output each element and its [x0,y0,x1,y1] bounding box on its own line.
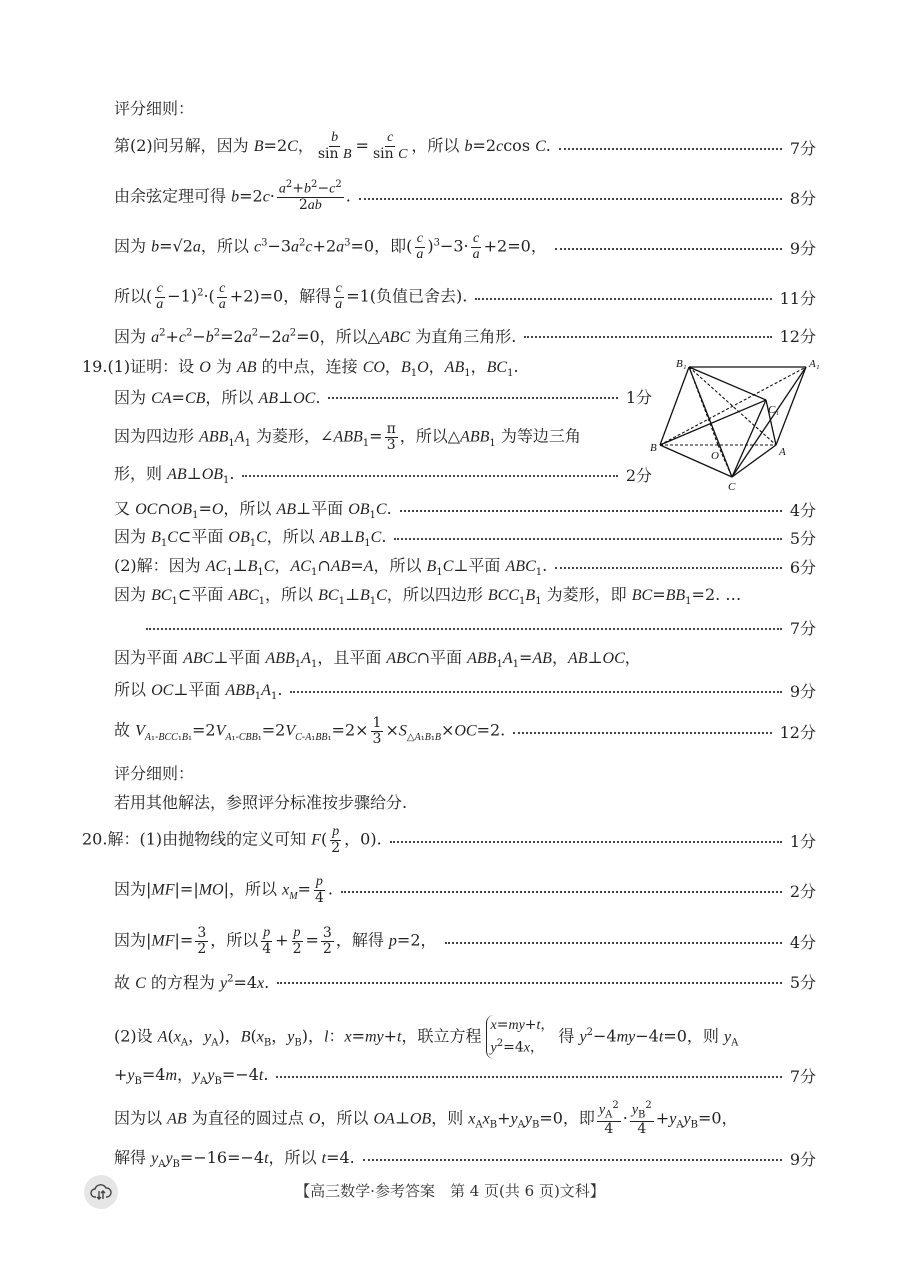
label-o: O [711,450,719,462]
dot-leader [328,397,617,399]
score: 9分 [789,681,816,701]
dot-leader [242,475,617,477]
solution-line: 形，则 $AB\perp OB_1$. 2分 [114,464,652,487]
score: 5分 [789,972,816,992]
label-a1: A₁ [809,358,820,370]
dot-leader [390,841,782,843]
solution-line: 因为|MF|= $\frac{3}{2}$ ，所以 $\frac{p}{4}$ + $\frac{p}{2}$ = $\frac{3}{2}$ ，解得 p=2， 4分 [114,924,816,957]
triangular-prism-figure [648,355,833,495]
page-footer: 【高三数学·参考答案 第 4 页(共 6 页)文科】 [295,1182,605,1200]
equation-system: x=my+t， $y^2=4x$， [486,1015,555,1059]
score: 9分 [789,238,816,258]
score: 1分 [625,387,652,407]
edge-b1-o-hidden [689,367,718,445]
score: 2分 [625,465,652,485]
solution-line: 所以( $\frac{c}{a}$ −1)$^2$·( $\frac{c}{a}$ +2)=0，解得 $\frac{c}{a}$ =1(负值已舍去). 11分 [114,280,816,312]
label-a: A [779,446,786,458]
solution-line: 第(2)问另解，因为 B=2C， $\frac{b}{\text{sin B}}$ = $\frac{c}{\text{sin C}}$ ，所以 b=2ccos C. 7分 [114,130,816,162]
score: 12分 [779,722,816,742]
label-c1: C₁ [768,404,780,416]
score: 4分 [789,500,816,520]
label-b1: B₁ [676,358,687,370]
solution-line: (2)设 $A(x_A$，$y_A$)，$B(x_B$，$y_B$)，l：x=my+t，联立方程 x=my+t， $y^2=4x$， 得 $y^2-4my-4t=0$，则 $y_A$ [114,1013,816,1061]
solution-line: 因为 CA=CB，所以 AB⊥OC. 1分 [114,381,652,411]
question-19-heading: 19.(1)证明：设 O 为 AB 的中点，连接 CO，$B_1O$，$AB_1$，$BC_1$. [82,357,519,380]
solution-line: 又 $OC\cap OB_1=O$，所以 AB⊥平面 $OB_1C$. 4分 [114,499,816,522]
solution-line: 因为 $a^2+c^2-b^2=2a^2-2a^2=0$，所以△ABC 为直角三角形. 12分 [114,320,816,350]
solution-line: 因为 $B_1C\subset$平面 $OB_1C$，所以 $AB\perp B_1C$. 5分 [114,527,816,550]
score: 7分 [789,618,816,638]
solution-line: 因为四边形 $ABB_1A_1$ 为菱形，$\angle ABB_1=$ $\frac{\pi}{3}$ ，所以$\triangle ABB_1$ 为等边三角 [114,420,581,453]
score: 6分 [789,557,816,577]
dot-leader [359,198,782,200]
dot-leader [475,298,771,300]
solution-line: 因为 $BC_1\subset$平面 $ABC_1$，所以 $BC_1\perp B_1C$，所以四边形 $BCC_1B_1$ 为菱形，即 $BC=BB_1=2$. … [114,585,742,608]
score: 4分 [789,932,816,952]
grading-rules-heading-2: 评分细则： [114,763,195,783]
score: 11分 [779,288,816,308]
score: 9分 [789,1149,816,1169]
solution-line: 由余弦定理可得 b=2c· $\frac{a^2+b^2-c^2}{2ab}$ . 8分 [114,178,816,214]
dot-leader [146,628,782,630]
solution-line: 因为|MF|=|MO|，所以 $x_M=$ $\frac{p}{4}$ . 2分 [114,873,816,906]
solution-line: 因为 b=√2a，所以 $c^3-3a^2c+2a^3=0$，即( $\frac{c}{a}$ )$^3$−3· $\frac{c}{a}$ +2=0， 9分 [114,230,816,262]
dot-leader [290,691,781,693]
solution-line: (2)解：因为 $AC_1\perp B_1C$，$AC_1\cap AB=A$，所以 $B_1C\perp$平面 $ABC_1$. 6分 [114,556,816,579]
score: 12分 [779,326,816,346]
dot-leader [559,148,782,150]
score: 1分 [789,831,816,851]
score: 8分 [789,188,816,208]
dot-leader [394,538,781,540]
label-c: C [728,481,736,493]
dot-leader [363,1159,782,1161]
solution-line: $+y_B=4m$，$y_Ay_B=-4t$. 7分 [114,1065,816,1088]
solution-line [146,612,816,642]
solution-line: 因为以 AB 为直径的圆过点 O，所以 OA⊥OB，则 $x_Ax_B+y_Ay_B=0$，即 $\frac{y_A^2}{4}$ · $\frac{y_B^2}{4}$ $+y_Ay_B=0$， [114,1100,738,1138]
solution-line: 所以 OC⊥平面 $ABB_1A_1$. 9分 [114,680,816,703]
dot-leader [400,510,782,512]
edge-c1-c [732,400,766,477]
dot-leader [555,567,782,569]
dot-leader [445,942,782,944]
dot-leader [341,891,782,893]
dot-leader [513,732,771,734]
solution-line: 故 $V_{A_1-BCC_1B_1}=2V_{A_1-CBB_1}=2V_{C-A_1BB_1}=2\times$ $\frac{1}{3}$ $\times S_{\triangle A_1B_1B}\times OC=2$. 12分 [114,714,816,747]
dot-leader [277,982,782,984]
score: 5分 [789,528,816,548]
dot-leader [555,248,782,250]
score: 2分 [789,881,816,901]
edge-b1-b [660,367,689,445]
solution-line: 故 C 的方程为 $y^2=4x$. 5分 [114,966,816,996]
question-20-heading: 20.解：(1)由抛物线的定义可知 F( $\frac{p}{2}$ ，0). 1分 [82,823,816,856]
edge-a1-c [732,367,806,477]
grading-rules-heading-1: 评分细则： [114,98,195,118]
solution-line: 解得 $y_Ay_B=-16=-4t$，所以 t=4. 9分 [114,1148,816,1171]
grading-note: 若用其他解法，参照评分标准按步骤给分. [114,792,408,812]
label-b: B [650,442,657,454]
dot-leader [524,336,771,338]
score: 7分 [789,138,816,158]
dot-leader [276,1076,781,1078]
score: 7分 [789,1066,816,1086]
solution-line: 因为平面 ABC⊥平面 $ABB_1A_1$，且平面 ABC∩平面 $ABB_1A_1=AB$，AB⊥OC， [114,648,641,671]
edge-b-a1-hidden [660,367,806,445]
